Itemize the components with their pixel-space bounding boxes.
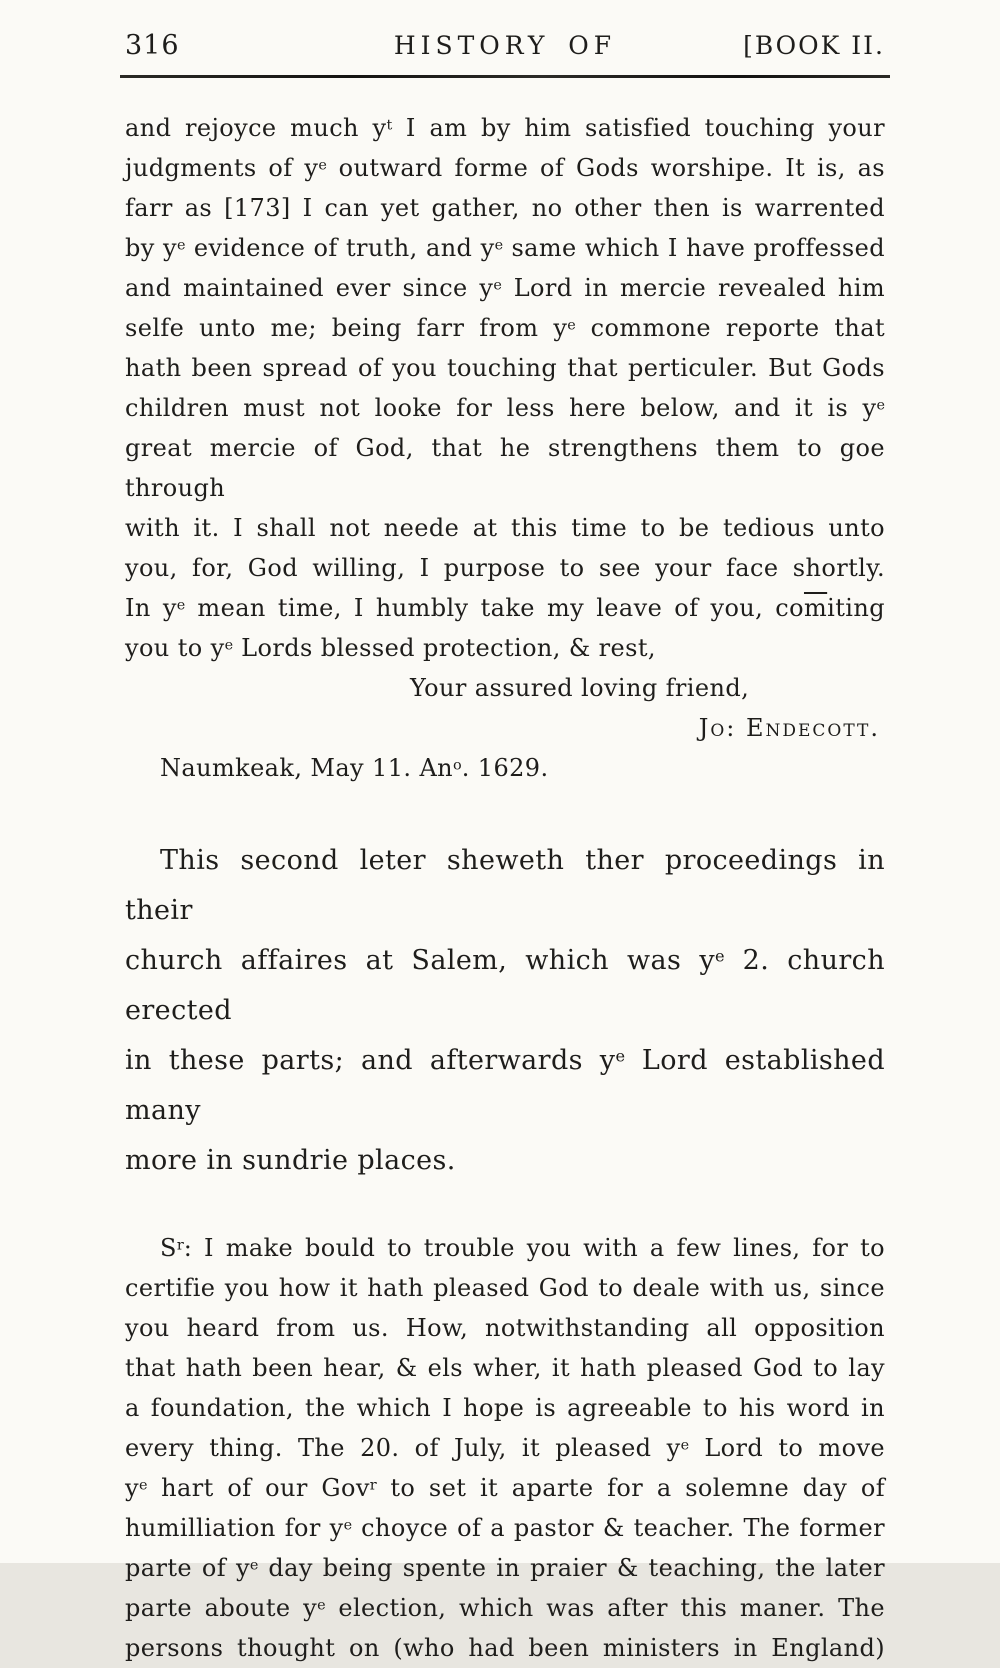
text-segment: Lord in mercie revealed him bbox=[501, 274, 885, 302]
text-line bbox=[125, 1508, 885, 1548]
superscript-abbrev: e bbox=[249, 1557, 259, 1574]
text-line bbox=[125, 548, 885, 588]
superscript-abbrev: r bbox=[369, 1477, 377, 1494]
text-segment: same which I have proffessed bbox=[503, 234, 885, 262]
running-title: HISTORY OF bbox=[393, 31, 617, 60]
text-segment: you to y bbox=[125, 634, 225, 662]
superscript-abbrev: e bbox=[343, 1517, 353, 1534]
text-segment: S bbox=[160, 1234, 177, 1262]
text-line bbox=[125, 1308, 885, 1348]
text-segment: to set it aparte for a solemne day of bbox=[376, 1474, 885, 1502]
superscript-abbrev: t bbox=[386, 117, 393, 134]
text-segment: with it. I shall not neede at this time to be tedious unto bbox=[125, 514, 885, 542]
text-line bbox=[125, 1548, 885, 1588]
text-segment: outward forme of Gods worshipe. It is, as bbox=[326, 154, 885, 182]
text-line bbox=[125, 1036, 885, 1136]
superscript-abbrev: e bbox=[615, 1046, 626, 1066]
text-line bbox=[125, 228, 885, 268]
text-segment: parte aboute y bbox=[125, 1594, 318, 1622]
text-segment: election, which was after this maner. The bbox=[325, 1594, 885, 1622]
text-segment: farr as [173] I can yet gather, no other then is warrented bbox=[125, 194, 885, 222]
text-segment: more in sundrie places. bbox=[125, 1145, 456, 1176]
valediction bbox=[125, 668, 885, 708]
text-segment: hath been spread of you touching that perticuler. But Gods bbox=[125, 354, 885, 382]
text-segment: in these parts; and afterwards y bbox=[125, 1045, 616, 1076]
superscript-abbrev: e bbox=[494, 237, 504, 254]
text-segment: iting bbox=[827, 594, 885, 622]
text-segment: and maintained ever since y bbox=[125, 274, 494, 302]
superscript-abbrev: e bbox=[567, 317, 576, 334]
text-segment: day being spente in praier & teaching, the later bbox=[258, 1554, 885, 1582]
text-segment: persons thought on (who had been ministers in England) bbox=[125, 1634, 885, 1662]
text-line bbox=[125, 308, 885, 348]
text-line bbox=[125, 836, 885, 936]
text-segment: y bbox=[125, 1474, 139, 1502]
text-segment: evidence of truth, and y bbox=[185, 234, 495, 262]
text-segment: Your assured loving friend, bbox=[410, 674, 750, 702]
dateline bbox=[125, 748, 885, 788]
page-header bbox=[125, 30, 885, 61]
text-segment: and rejoyce much y bbox=[125, 114, 387, 142]
superscript-abbrev: e bbox=[318, 157, 327, 174]
text-segment: certifie you how it hath pleased God to deale with us, since bbox=[125, 1274, 885, 1302]
superscript-abbrev: e bbox=[176, 597, 186, 614]
text-line bbox=[125, 1588, 885, 1628]
text-segment: Lords blessed protection, & rest, bbox=[233, 634, 656, 662]
text-line bbox=[125, 1468, 885, 1508]
superscript-abbrev: r bbox=[176, 1237, 184, 1254]
text-line bbox=[125, 188, 885, 228]
text-line bbox=[125, 1228, 885, 1268]
text-segment: hart of our Gov bbox=[147, 1474, 370, 1502]
text-segment: children must not looke for less here below, and it is y bbox=[125, 394, 877, 422]
superscript-abbrev: e bbox=[876, 397, 885, 414]
header-rule bbox=[120, 75, 890, 78]
second-letter-opening bbox=[125, 1228, 885, 1668]
superscript-abbrev: o bbox=[453, 757, 462, 774]
text-line bbox=[125, 508, 885, 548]
page-body bbox=[125, 108, 885, 1668]
superscript-abbrev: e bbox=[177, 237, 186, 254]
superscript-abbrev: e bbox=[224, 637, 234, 654]
text-line bbox=[125, 108, 885, 148]
text-segment: every thing. The 20. of July, it pleased y bbox=[125, 1434, 681, 1462]
text-line bbox=[125, 628, 885, 668]
text-segment: Naumkeak, May 11. An bbox=[160, 754, 454, 782]
superscript-abbrev: e bbox=[493, 277, 502, 294]
text-segment: church affaires at Salem, which was y bbox=[125, 945, 715, 976]
text-line bbox=[125, 588, 885, 628]
text-segment: Lord established many bbox=[125, 1045, 885, 1126]
text-segment: you, for, God willing, I purpose to see your face shortly. bbox=[125, 554, 885, 582]
commentary-paragraph bbox=[125, 836, 885, 1186]
text-segment: Jo: Endecott. bbox=[698, 714, 880, 742]
page-number: 316 bbox=[125, 30, 180, 61]
text-line bbox=[125, 936, 885, 1036]
superscript-abbrev: e bbox=[317, 1597, 326, 1614]
text-segment: This second leter sheweth ther proceedings in their bbox=[125, 845, 885, 926]
text-line bbox=[125, 1628, 885, 1668]
text-segment: you heard from us. How, notwithstanding all opposition bbox=[125, 1314, 885, 1342]
book-label: [BOOK II. bbox=[743, 31, 885, 60]
text-line bbox=[125, 348, 885, 388]
text-segment: In y bbox=[125, 594, 177, 622]
text-segment: I am by him satisfied touching your bbox=[392, 114, 885, 142]
text-line bbox=[125, 1348, 885, 1388]
text-line bbox=[125, 1388, 885, 1428]
text-segment: that hath been hear, & els wher, it hath pleased God to lay bbox=[125, 1354, 885, 1382]
text-line bbox=[125, 268, 885, 308]
text-segment: : I make bould to trouble you with a few lines, for to bbox=[183, 1234, 885, 1262]
signature bbox=[125, 708, 885, 748]
text-segment: choyce of a pastor & teacher. The former bbox=[352, 1514, 886, 1542]
text-line bbox=[125, 1428, 885, 1468]
text-segment: mean time, I humbly take my leave of you, co bbox=[185, 594, 804, 622]
text-segment: $\overline{m}$ bbox=[803, 594, 828, 622]
superscript-abbrev: e bbox=[714, 946, 725, 966]
text-segment: judgments of y bbox=[125, 154, 319, 182]
text-line bbox=[125, 428, 885, 508]
text-segment: commone reporte that bbox=[575, 314, 885, 342]
superscript-abbrev: e bbox=[138, 1477, 148, 1494]
text-segment: a foundation, the which I hope is agreeable to his word in bbox=[125, 1394, 885, 1422]
text-line bbox=[125, 1136, 885, 1186]
text-line bbox=[125, 148, 885, 188]
text-segment: by y bbox=[125, 234, 178, 262]
superscript-abbrev: e bbox=[680, 1437, 690, 1454]
text-segment: humilliation for y bbox=[125, 1514, 344, 1542]
text-segment: parte of y bbox=[125, 1554, 250, 1582]
text-segment: great mercie of God, that he strengthens them to goe through bbox=[125, 434, 885, 502]
text-segment: . 1629. bbox=[461, 754, 549, 782]
text-segment: 2. church erected bbox=[125, 945, 885, 1026]
text-line bbox=[125, 1268, 885, 1308]
text-segment: Lord to move bbox=[689, 1434, 886, 1462]
text-line bbox=[125, 388, 885, 428]
text-segment: selfe unto me; being farr from y bbox=[125, 314, 568, 342]
endecott-letter-closing bbox=[125, 108, 885, 788]
